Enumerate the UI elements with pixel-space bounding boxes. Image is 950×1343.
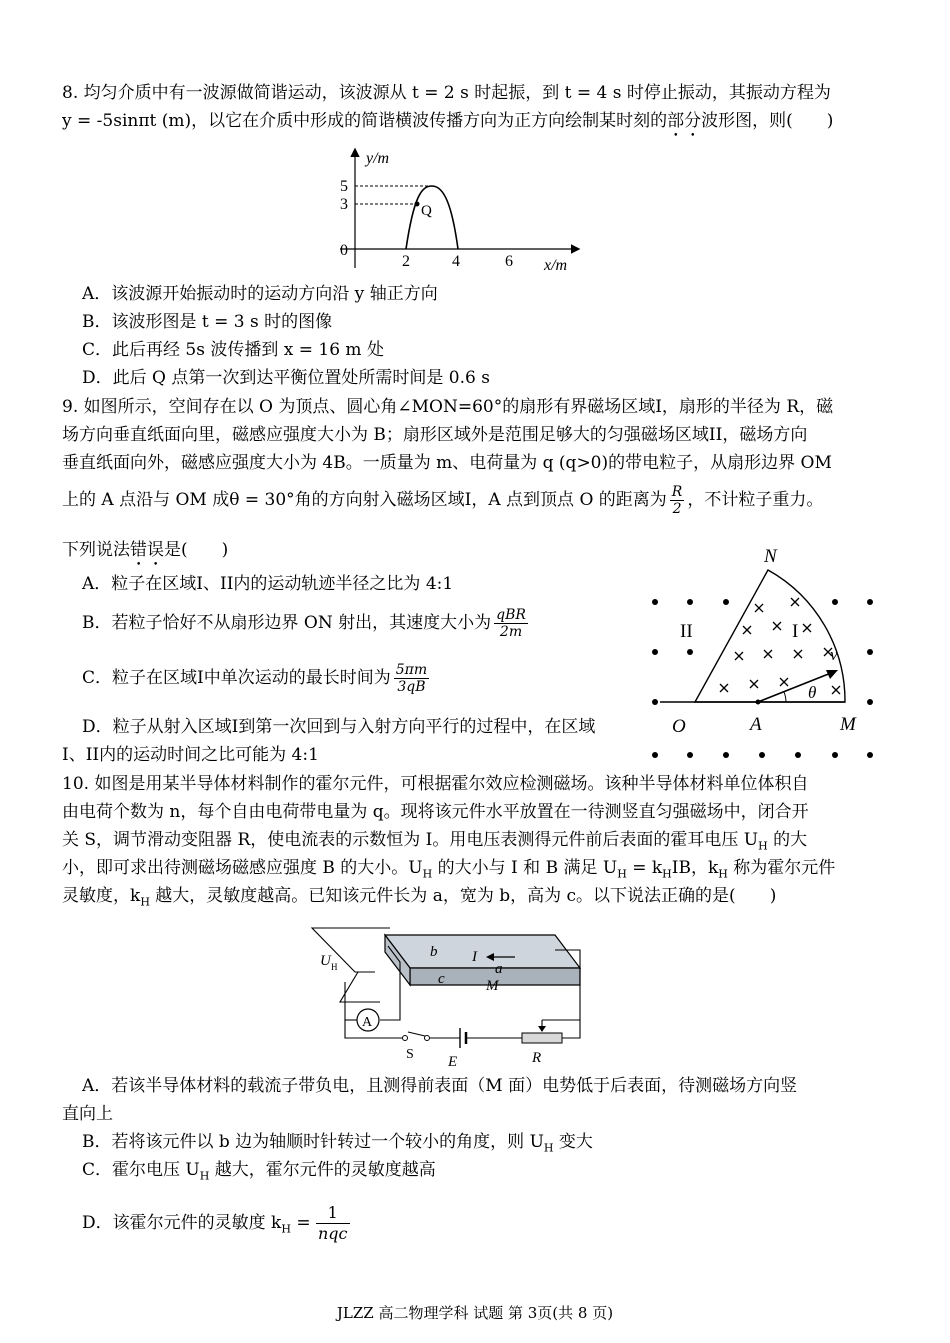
q9-line1: 9. 如图所示，空间存在以 O 为顶点、圆心角∠MON=60°的扇形有界磁场区域I，扇形的半径为 R，磁 [62,397,834,417]
q10-label-m: M [486,978,499,994]
q10-hall-element [385,935,580,968]
q9-option-b: B．若粒子恰好不从扇形边界 ON 射出，其速度大小为 $\frac{\text{qBR}}{2m}$ [82,607,526,640]
q9-label-region-2: II [680,621,693,642]
q8-wave-curve [406,186,458,249]
q10-label-uh: U [320,953,331,969]
q9-label-v: v [830,645,838,664]
q8-option-d: D．此后 Q 点第一次到达平衡位置处所需时间是 0.6 s [82,368,490,388]
q8-option-b: B．该波形图是 t = 3 s 时的图像 [82,312,333,332]
q8-point-q [415,202,420,207]
q10-label-ammeter: A [362,1015,373,1030]
q9-option-c: C．粒子在区域I中单次运动的最长时间为 $\frac{5\pi m}{3qB}$ [82,662,428,695]
q8-line1: 8. 均匀介质中有一波源做简谐运动，该波源从 t = 2 s 时起振，到 t = 4 s 时停止振动，其振动方程为 [62,83,831,103]
q9-label-o: O [672,716,686,737]
q10-label-r: R [532,1050,542,1066]
q8-line2: y = -5sinπt (m)，以它在介质中形成的简谐横波传播方向为正方向绘制某时刻的部分波形图，则( ) [62,111,834,131]
q8-y-tick-3: 3 [340,196,348,213]
q8-q-label: Q [421,203,432,219]
q10-label-i: I [472,949,477,965]
q9-line5: 下列说法错误是( ) [62,540,229,560]
q9-option-d-line2: I、II内的运动时间之比可能为 4:1 [62,745,319,765]
q9-label-m: M [840,714,856,735]
q9-option-a: A．粒子在区域I、II内的运动轨迹半径之比为 4:1 [82,574,454,594]
q10-line3: 关 S，调节滑动变阻器 R，使电流表的示数恒为 I。用电压表测得元件前后表面的霍耳电压 $U_H$ 的大 [62,830,808,853]
q10-option-d: D．该霍尔元件的灵敏度 $k_H$ = $\frac{1}{\text{nqc}}$ [82,1203,348,1243]
q10-label-b: b [430,944,438,960]
page-footer: JLZZ 高二物理学科 试题 第 3页(共 8 页) [336,1304,614,1322]
q9-line4: 上的 A 点沿与 OM 成θ = 30°角的方向射入磁场区域I，A 点到顶点 O 的距离为 $\frac{R}{2}$ ，不计粒子重力。 [62,484,824,517]
q9-option-d-line1: D．粒子从射入区域I到第一次回到与入射方向平行的过程中，在区域 [82,717,596,737]
q9-sector-figure [640,540,885,765]
q9-label-theta: θ [808,683,817,702]
q9-point-a [756,700,761,705]
q9-label-a: A [750,714,762,735]
svg-text:H: H [331,962,338,972]
q10-option-a-line1: A．若该半导体材料的载流子带负电，且测得前表面（M 面）电势低于后表面，待测磁场方向竖 [82,1076,798,1096]
q8-x-tick-2: 2 [402,253,410,270]
q9-line2: 场方向垂直纸面向里，磁感应强度大小为 B；扇形区域外是范围足够大的匀强磁场区域II，磁场方向 [62,425,808,445]
q9-sector-boundary [695,570,845,702]
q10-option-b: B．若将该元件以 b 边为轴顺时针转过一个较小的角度，则 $U_H$ 变大 [82,1132,593,1155]
q8-x-label: x/m [544,257,568,274]
q10-label-e: E [448,1054,458,1070]
q10-line5: 灵敏度，$k_H$ 越大，灵敏度越高。已知该元件长为 a，宽为 b，高为 c。以下说法正确的是( ) [62,886,777,909]
q8-y-label: y/m [366,150,390,167]
q9-crosses-into-page [720,598,840,694]
q8-wave-graph [330,145,590,275]
q10-label-c: c [438,971,445,987]
q9-label-n: N [764,546,777,567]
q10-switch [408,1032,425,1036]
q10-hall-circuit-figure [300,920,600,1075]
q8-emphasis: 部分 [667,111,702,131]
q8-option-c: C．此后再经 5s 波传播到 x = 16 m 处 [82,340,384,360]
q10-option-a-line2: 直向上 [62,1104,113,1124]
q8-option-a: A．该波源开始振动时的运动方向沿 y 轴正方向 [82,284,438,304]
q9-label-region-1: I [792,621,799,642]
q8-y-tick-5: 5 [340,178,348,195]
q10-rheostat [522,1033,562,1043]
q10-line1: 10. 如图是用某半导体材料制作的霍尔元件，可根据霍尔效应检测磁场。该种半导体材料单位体积自 [62,774,809,794]
q10-label-a: a [495,961,503,977]
q10-option-c: C．霍尔电压 $U_H$ 越大，霍尔元件的灵敏度越高 [82,1160,436,1183]
q8-y-tick-0: 0 [340,242,348,259]
q10-label-s: S [406,1047,414,1062]
q8-x-tick-4: 4 [452,253,460,270]
q8-x-tick-6: 6 [505,253,513,270]
q10-line4: 小，即可求出待测磁场磁感应强度 B 的大小。$U_H$ 的大小与 I 和 B 满足 $U_H = k_HIB$，$k_H$ 称为霍尔元件 [62,858,836,881]
q9-line3: 垂直纸面向外，磁感应强度大小为 4B。一质量为 m、电荷量为 q (q>0)的带电粒子，从扇形边界 OM [62,453,832,473]
q10-line2: 由电荷个数为 n，每个自由电荷带电量为 q。现将该元件水平放置在一待测竖直匀强磁场中，闭合开 [62,802,809,822]
